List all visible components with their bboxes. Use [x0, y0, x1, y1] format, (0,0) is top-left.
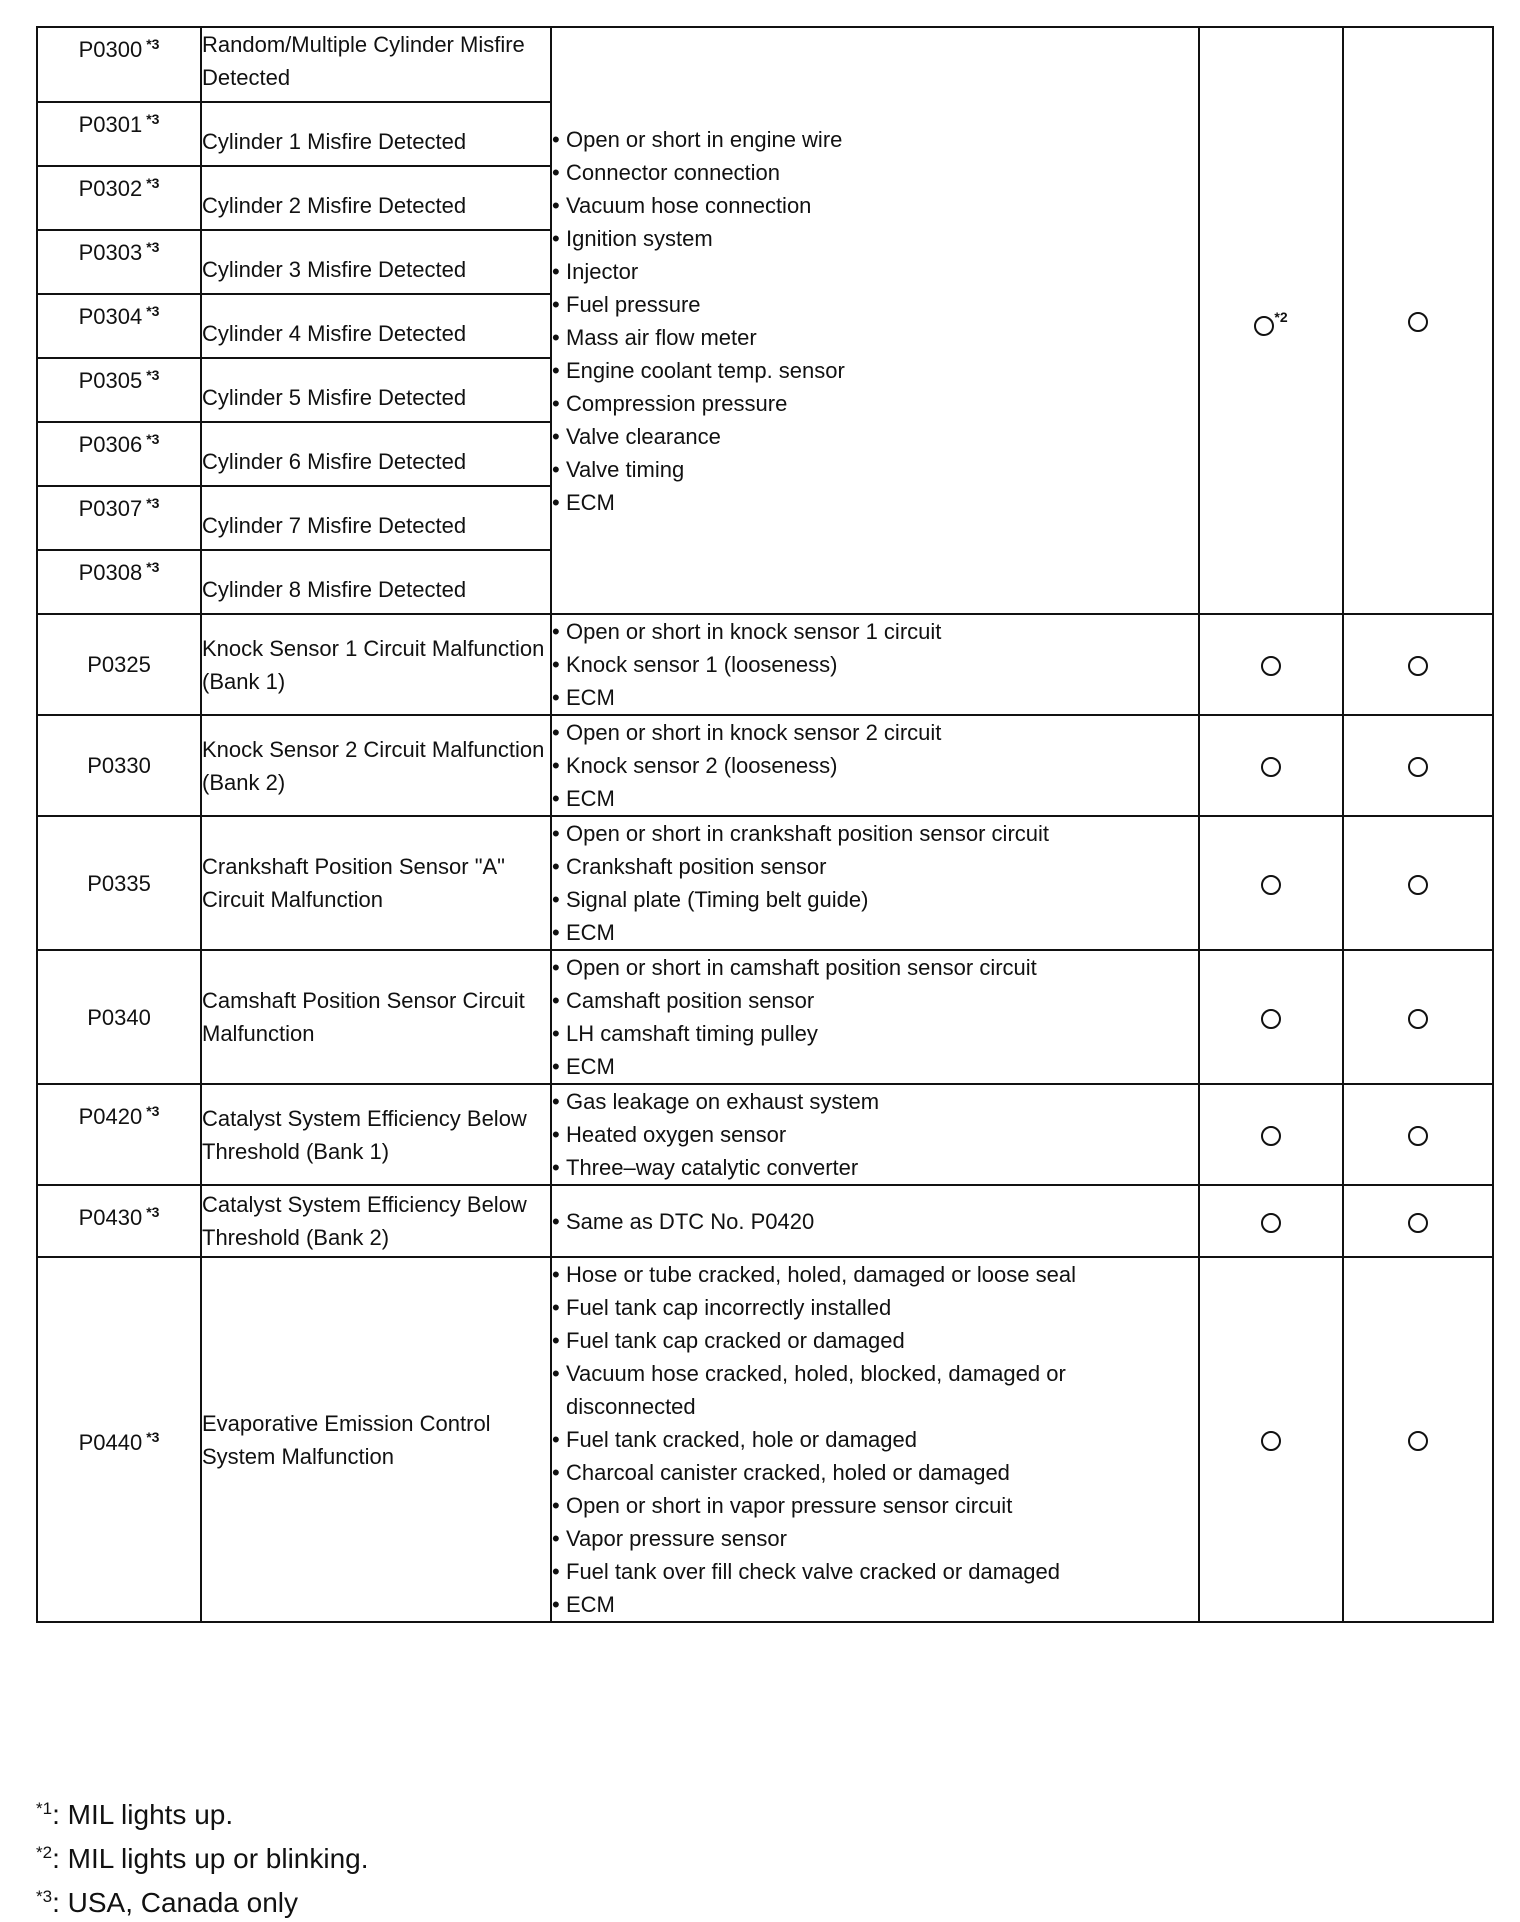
trouble-area-cell — [551, 1185, 1199, 1257]
footnote-ref: *3 — [146, 559, 160, 575]
table-row — [37, 1257, 1493, 1622]
footnote-ref: *3 — [146, 303, 160, 319]
dtc-code-cell — [37, 950, 201, 1084]
table-row — [37, 27, 1493, 102]
circle-mark-icon — [1408, 1126, 1428, 1146]
trouble-area-item: • Vapor pressure sensor — [552, 1522, 1198, 1555]
trouble-area-item: • Valve timing — [552, 453, 1198, 486]
dtc-code: P0325 — [87, 652, 151, 677]
footnote-ref: *3 — [146, 36, 160, 52]
trouble-area-item: • LH camshaft timing pulley — [552, 1017, 1198, 1050]
dtc-code-cell — [37, 816, 201, 950]
circle-mark-icon — [1408, 1213, 1428, 1233]
footnote-ref: *3 — [146, 1103, 160, 1119]
trouble-area-item: • Fuel tank cap incorrectly installed — [552, 1291, 1198, 1324]
mil-column-2-mark — [1343, 1257, 1493, 1622]
circle-mark-icon — [1261, 757, 1281, 777]
trouble-area-item: • ECM — [552, 916, 1198, 949]
circle-mark-icon — [1254, 316, 1274, 336]
circle-mark-icon — [1408, 1009, 1428, 1029]
dtc-code: P0430 — [78, 1205, 143, 1230]
table-row — [37, 1185, 1493, 1257]
trouble-area-list — [552, 615, 1198, 714]
trouble-area-item: • Compression pressure — [552, 387, 1198, 420]
trouble-area-item: • Valve clearance — [552, 420, 1198, 453]
trouble-area-item: • Camshaft position sensor — [552, 984, 1198, 1017]
trouble-area-item: • Ignition system — [552, 222, 1198, 255]
dtc-code: P0306 — [78, 432, 143, 457]
trouble-area-cell — [551, 1257, 1199, 1622]
trouble-area-item: • Fuel tank cap cracked or damaged — [552, 1324, 1198, 1357]
dtc-code: P0340 — [87, 1004, 151, 1030]
trouble-area-item: • ECM — [552, 1588, 1198, 1621]
circle-mark-icon — [1408, 757, 1428, 777]
footnote — [36, 1790, 369, 1834]
dtc-code: P0305 — [78, 368, 143, 393]
dtc-description: Evaporative Emission Control System Malfunction — [201, 1257, 551, 1622]
mil-column-1-mark — [1199, 715, 1343, 816]
trouble-area-item: • Heated oxygen sensor — [552, 1118, 1198, 1151]
trouble-area-item: • Knock sensor 2 (looseness) — [552, 749, 1198, 782]
table-row — [37, 950, 1493, 1084]
dtc-code-cell — [37, 486, 201, 550]
trouble-area-list — [552, 1205, 1198, 1238]
circle-mark-icon — [1261, 656, 1281, 676]
mil-column-1-mark — [1199, 1257, 1343, 1622]
dtc-description: Catalyst System Efficiency Below Threshold (Bank 1) — [201, 1084, 551, 1185]
trouble-area-item: • Injector — [552, 255, 1198, 288]
trouble-area-cell — [551, 1084, 1199, 1185]
mil-column-2-mark — [1343, 950, 1493, 1084]
footnote-ref: *3 — [146, 1204, 160, 1220]
trouble-area-item: • Fuel tank over fill check valve cracked or damaged — [552, 1555, 1198, 1588]
mil-column-1-mark — [1199, 614, 1343, 715]
footnote — [36, 1834, 369, 1878]
mil-column-1-mark — [1199, 1185, 1343, 1257]
footnote-ref: *3 — [146, 239, 160, 255]
dtc-code-cell — [37, 422, 201, 486]
dtc-description: Cylinder 7 Misfire Detected — [201, 486, 551, 550]
trouble-area-item: • Open or short in crankshaft position sensor circuit — [552, 817, 1198, 850]
trouble-area-item: • Open or short in vapor pressure sensor circuit — [552, 1489, 1198, 1522]
dtc-code-cell — [37, 614, 201, 715]
footnote-ref: *2 — [1274, 308, 1288, 325]
dtc-code-cell — [37, 102, 201, 166]
trouble-area-item: • Same as DTC No. P0420 — [552, 1205, 1198, 1238]
mil-column-1-mark — [1199, 1084, 1343, 1185]
dtc-description: Catalyst System Efficiency Below Threshold (Bank 2) — [201, 1185, 551, 1257]
footnote-mark: *2 — [36, 1843, 53, 1862]
dtc-code: P0301 — [78, 112, 143, 137]
trouble-area-cell — [551, 715, 1199, 816]
trouble-area-item: • ECM — [552, 782, 1198, 815]
mil-column-1-mark — [1199, 950, 1343, 1084]
circle-mark-icon — [1408, 875, 1428, 895]
dtc-description: Cylinder 3 Misfire Detected — [201, 230, 551, 294]
dtc-description: Cylinder 6 Misfire Detected — [201, 422, 551, 486]
footnote-text: : USA, Canada only — [52, 1887, 298, 1918]
trouble-area-item: • Open or short in knock sensor 2 circuit — [552, 716, 1198, 749]
mil-column-1-mark — [1199, 27, 1343, 614]
footnote-ref: *3 — [146, 495, 160, 511]
trouble-area-item: • Three–way catalytic converter — [552, 1151, 1198, 1184]
dtc-code-cell — [37, 230, 201, 294]
circle-mark-icon — [1408, 1431, 1428, 1451]
dtc-description: Knock Sensor 2 Circuit Malfunction (Bank 2) — [201, 715, 551, 816]
dtc-code: P0440 — [78, 1429, 143, 1455]
trouble-area-list — [552, 817, 1198, 949]
trouble-area-item: • Crankshaft position sensor — [552, 850, 1198, 883]
dtc-code-cell — [37, 27, 201, 102]
mil-column-1-mark — [1199, 816, 1343, 950]
footnote-ref: *3 — [146, 175, 160, 191]
dtc-code: P0330 — [87, 753, 151, 778]
dtc-code: P0307 — [78, 496, 143, 521]
trouble-area-item: • Open or short in engine wire — [552, 123, 1198, 156]
dtc-description: Cylinder 8 Misfire Detected — [201, 550, 551, 614]
trouble-area-item: • ECM — [552, 486, 1198, 519]
trouble-area-item: • Gas leakage on exhaust system — [552, 1085, 1198, 1118]
trouble-area-item: • Mass air flow meter — [552, 321, 1198, 354]
trouble-area-cell — [551, 950, 1199, 1084]
trouble-area-item: • Open or short in camshaft position sensor circuit — [552, 951, 1198, 984]
dtc-description: Crankshaft Position Sensor "A" Circuit Malfunction — [201, 816, 551, 950]
footnote-ref: *3 — [146, 1428, 160, 1445]
mil-column-2-mark — [1343, 614, 1493, 715]
trouble-area-item: • Charcoal canister cracked, holed or damaged — [552, 1456, 1198, 1489]
footnotes — [36, 1790, 369, 1922]
dtc-description: Cylinder 1 Misfire Detected — [201, 102, 551, 166]
trouble-area-item: • ECM — [552, 1050, 1198, 1083]
trouble-area-list — [552, 1258, 1198, 1621]
trouble-area-cell — [551, 27, 1199, 614]
trouble-area-cell — [551, 614, 1199, 715]
dtc-description: Cylinder 2 Misfire Detected — [201, 166, 551, 230]
dtc-code-cell — [37, 1185, 201, 1257]
dtc-code: P0302 — [78, 176, 143, 201]
dtc-code: P0304 — [78, 304, 143, 329]
dtc-code-cell — [37, 1257, 201, 1622]
circle-mark-icon — [1261, 1213, 1281, 1233]
table-row — [37, 816, 1493, 950]
trouble-area-item: • ECM — [552, 681, 1198, 714]
mil-column-2-mark — [1343, 715, 1493, 816]
trouble-area-list — [552, 716, 1198, 815]
mil-column-2-mark — [1343, 27, 1493, 614]
trouble-area-list — [552, 1085, 1198, 1184]
trouble-area-item: • Vacuum hose cracked, holed, blocked, damaged or disconnected — [552, 1357, 1198, 1423]
dtc-code-cell — [37, 550, 201, 614]
footnote-mark: *3 — [36, 1887, 53, 1906]
dtc-table — [36, 26, 1494, 1623]
trouble-area-item: • Vacuum hose connection — [552, 189, 1198, 222]
mil-column-2-mark — [1343, 1185, 1493, 1257]
footnote-text: : MIL lights up or blinking. — [52, 1843, 369, 1874]
trouble-area-item: • Open or short in knock sensor 1 circuit — [552, 615, 1198, 648]
trouble-area-item: • Hose or tube cracked, holed, damaged or loose seal — [552, 1258, 1198, 1291]
table-row — [37, 715, 1493, 816]
dtc-table-page — [36, 26, 1492, 1623]
trouble-area-item: • Engine coolant temp. sensor — [552, 354, 1198, 387]
trouble-area-item: • Connector connection — [552, 156, 1198, 189]
trouble-area-item: • Knock sensor 1 (looseness) — [552, 648, 1198, 681]
table-row — [37, 614, 1493, 715]
footnote-ref: *3 — [146, 111, 160, 127]
circle-mark-icon — [1261, 1431, 1281, 1451]
circle-mark-icon — [1408, 312, 1428, 332]
circle-mark-icon — [1261, 1009, 1281, 1029]
dtc-description: Camshaft Position Sensor Circuit Malfunction — [201, 950, 551, 1084]
trouble-area-list — [552, 951, 1198, 1083]
footnote — [36, 1878, 369, 1922]
dtc-description: Knock Sensor 1 Circuit Malfunction (Bank 1) — [201, 614, 551, 715]
footnote-ref: *3 — [146, 367, 160, 383]
dtc-code: P0308 — [78, 560, 143, 585]
dtc-code: P0300 — [78, 37, 143, 62]
table-row — [37, 1084, 1493, 1185]
mil-column-2-mark — [1343, 1084, 1493, 1185]
dtc-code-cell — [37, 166, 201, 230]
footnote-mark: *1 — [36, 1799, 53, 1818]
dtc-code: P0303 — [78, 240, 143, 265]
dtc-code-cell — [37, 358, 201, 422]
dtc-description: Cylinder 5 Misfire Detected — [201, 358, 551, 422]
dtc-code-cell — [37, 294, 201, 358]
circle-mark-icon — [1261, 875, 1281, 895]
trouble-area-list — [552, 123, 1198, 519]
trouble-area-item: • Signal plate (Timing belt guide) — [552, 883, 1198, 916]
dtc-code-cell — [37, 1084, 201, 1185]
dtc-description: Random/Multiple Cylinder Misfire Detected — [201, 27, 551, 102]
dtc-code: P0335 — [87, 870, 151, 896]
footnote-text: : MIL lights up. — [52, 1799, 234, 1830]
trouble-area-item: • Fuel pressure — [552, 288, 1198, 321]
dtc-code: P0420 — [78, 1104, 143, 1129]
mil-column-2-mark — [1343, 816, 1493, 950]
trouble-area-cell — [551, 816, 1199, 950]
circle-mark-icon — [1408, 656, 1428, 676]
dtc-description: Cylinder 4 Misfire Detected — [201, 294, 551, 358]
footnote-ref: *3 — [146, 431, 160, 447]
trouble-area-item: • Fuel tank cracked, hole or damaged — [552, 1423, 1198, 1456]
dtc-code-cell — [37, 715, 201, 816]
circle-mark-icon — [1261, 1126, 1281, 1146]
